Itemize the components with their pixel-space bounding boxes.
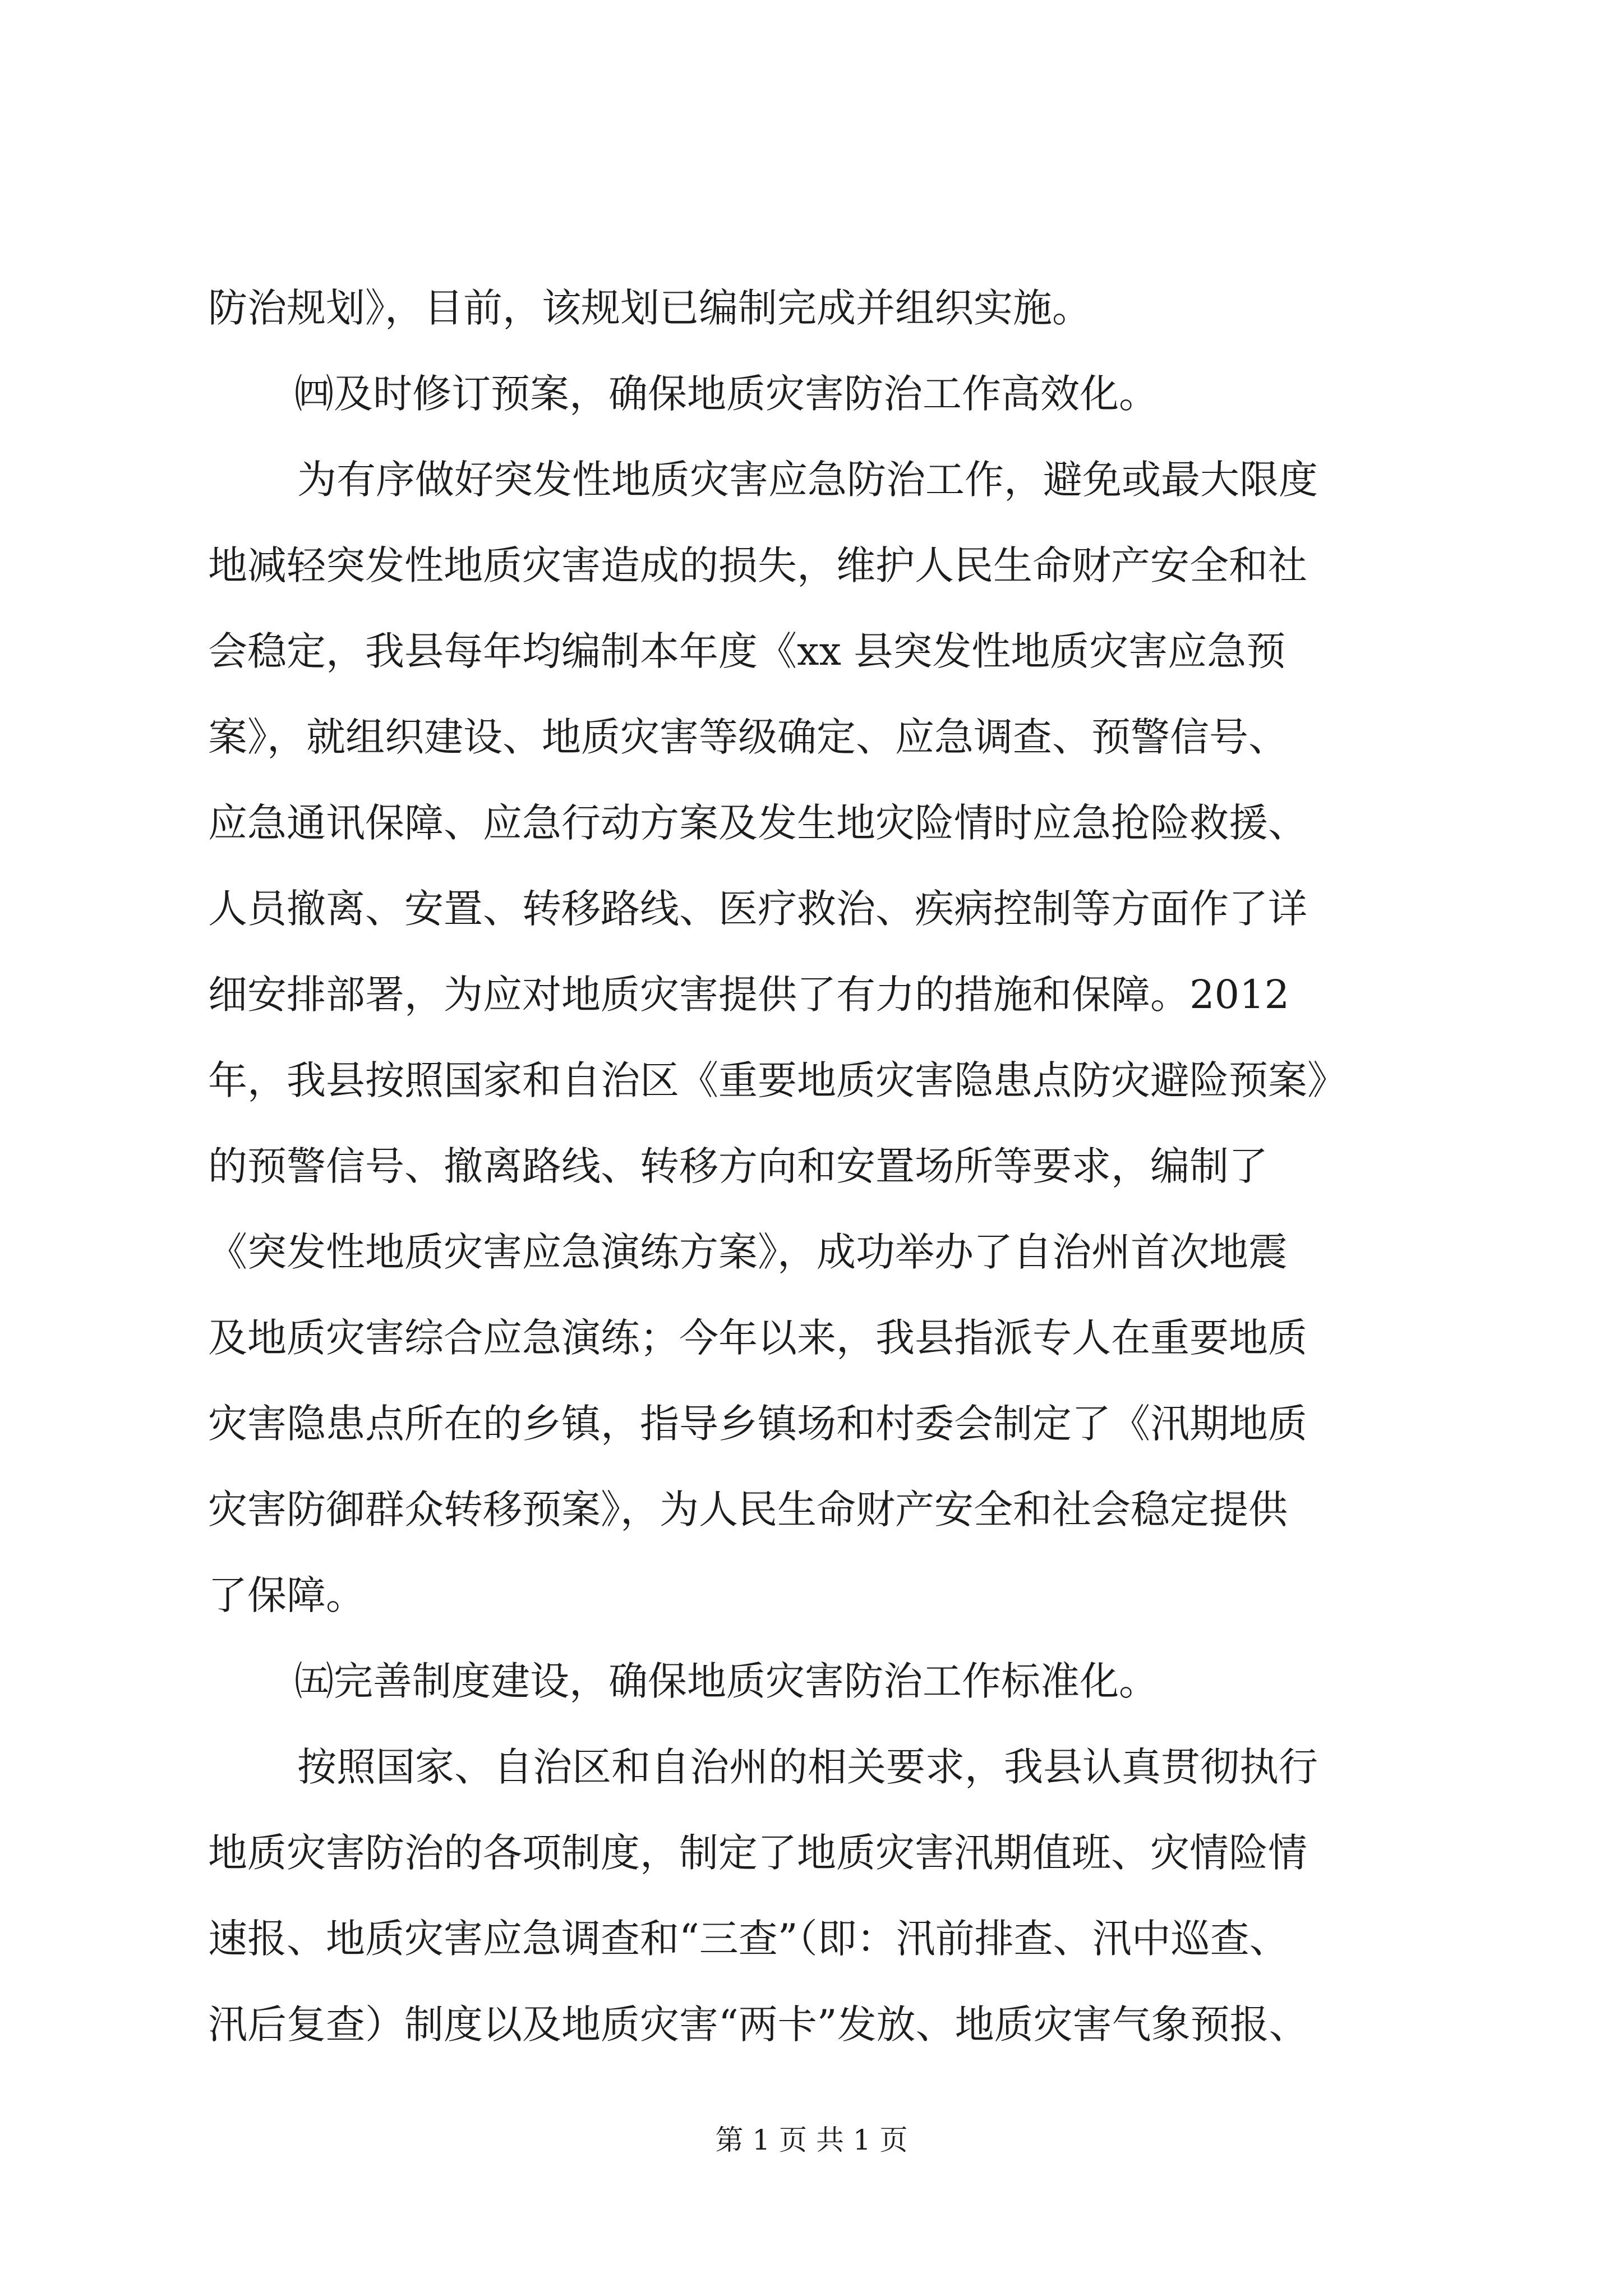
text-line: 细安排部署，为应对地质灾害提供了有力的措施和保障。2012 bbox=[208, 972, 1290, 1018]
text-line: 地减轻突发性地质灾害造成的损失，维护人民生命财产安全和社 bbox=[208, 542, 1307, 588]
text-line: 年，我县按照国家和自治区《重要地质灾害隐患点防灾避险预案》 bbox=[208, 1057, 1347, 1103]
text-line: 汛后复查）制度以及地质灾害“两卡”发放、地质灾害气象预报、 bbox=[208, 2001, 1308, 2047]
text-line: 了保障。 bbox=[208, 1572, 365, 1618]
text-line: 灾害防御群众转移预案》，为人民生命财产安全和社会稳定提供 bbox=[208, 1487, 1288, 1533]
text-line: 《突发性地质灾害应急演练方案》，成功举办了自治州首次地震 bbox=[208, 1229, 1288, 1275]
text-line: 应急通讯保障、应急行动方案及发生地灾险情时应急抢险救援、 bbox=[208, 800, 1307, 846]
text-line: 会稳定，我县每年均编制本年度《xx 县突发性地质灾害应急预 bbox=[208, 628, 1286, 674]
section-heading: ㈤完善制度建设，确保地质灾害防治工作标准化。 bbox=[294, 1658, 1158, 1704]
text-line: 速报、地质灾害应急调查和“三查”（即：汛前排查、汛中巡查、 bbox=[208, 1916, 1289, 1962]
text-line: 按照国家、自治区和自治州的相关要求，我县认真贯彻执行 bbox=[297, 1744, 1318, 1790]
text-line: 的预警信号、撤离路线、转移方向和安置场所等要求，编制了 bbox=[208, 1143, 1268, 1189]
section-heading: ㈣及时修订预案，确保地质灾害防治工作高效化。 bbox=[294, 371, 1158, 417]
text-line: 灾害隐患点所在的乡镇，指导乡镇场和村委会制定了《汛期地质 bbox=[208, 1401, 1307, 1447]
text-line: 及地质灾害综合应急演练；今年以来，我县指派专人在重要地质 bbox=[208, 1315, 1307, 1361]
text-line: 地质灾害防治的各项制度，制定了地质灾害汛期值班、灾情险情 bbox=[208, 1830, 1307, 1876]
text-line: 人员撤离、安置、转移路线、医疗救治、疾病控制等方面作了详 bbox=[208, 886, 1307, 932]
text-line: 为有序做好突发性地质灾害应急防治工作，避免或最大限度 bbox=[297, 457, 1318, 503]
text-line: 案》，就组织建设、地质灾害等级确定、应急调查、预警信号、 bbox=[208, 714, 1288, 760]
text-line: 防治规划》，目前，该规划已编制完成并组织实施。 bbox=[208, 285, 1091, 331]
page-number-footer: 第 1 页 共 1 页 bbox=[715, 2124, 908, 2156]
